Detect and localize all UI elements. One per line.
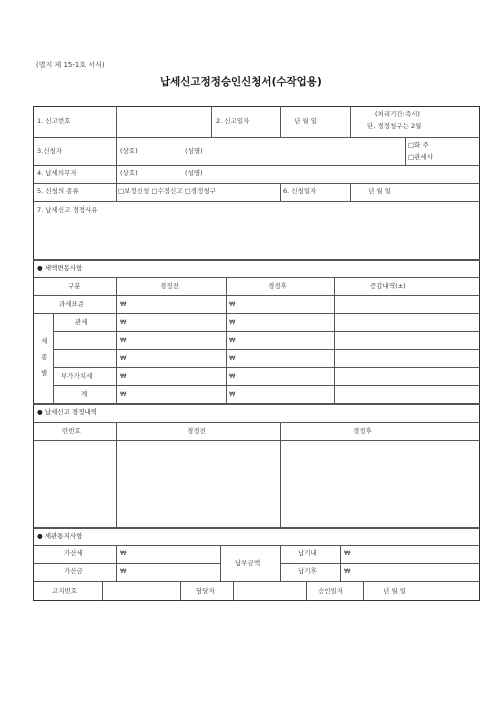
col-type: 구분 [68,282,81,290]
correction-section-title: ● 납세신고 경정내역 [37,408,98,416]
officer-label: 담당자 [196,587,215,595]
applicant-trade-name: (상호) [120,147,138,155]
approval-date-value: 년 월 일 [383,587,406,595]
won-sign: ₩ [120,354,127,362]
tax-type-char: 세 [41,337,48,345]
form-title: 납세신고정정승인신청서(수작업용) [160,76,322,88]
tax-type-char: 별 [41,369,48,377]
tax-change-section-title: ● 세액변동사항 [37,264,83,272]
tax-type-char: 종 [41,353,48,361]
won-sign: ₩ [120,390,127,398]
row-penalty: 가산금 [64,567,83,575]
col-diff: 증감내역(±) [370,282,406,290]
taxpayer-label: 4. 납세의무자 [37,169,77,177]
won-sign: ₩ [120,300,127,308]
col-before: 경정전 [187,427,206,435]
approval-date-label: 승인일자 [318,587,344,595]
application-type-label: 5. 신청의 종류 [37,187,79,195]
col-item-number: 란번호 [62,427,81,435]
row-surtax: 가산세 [64,549,83,557]
won-sign: ₩ [120,336,127,344]
notice-number-label: 고지번호 [52,587,78,595]
won-sign: ₩ [229,390,236,398]
taxpayer-rep-name: (성명) [185,169,203,177]
form-number: (별지 제 15-1호 서식) [36,61,105,69]
col-after: 경정후 [268,282,287,290]
won-sign: ₩ [229,318,236,326]
notice-section-title: ● 세관통지사항 [37,532,83,540]
won-sign: ₩ [229,372,236,380]
report-date-value: 년 월 일 [294,117,317,125]
payment-amount-label: 납부금액 [235,559,261,567]
won-sign: ₩ [120,567,127,575]
won-sign: ₩ [120,549,127,557]
won-sign: ₩ [120,318,127,326]
correction-reason-label: 7. 납세신고 경정사유 [37,206,98,214]
row-taxable-base: 과세표준 [59,300,85,308]
applicant-rep-name: (성명) [185,147,203,155]
won-sign: ₩ [344,567,351,575]
application-date-value: 년 월 일 [368,187,391,195]
applicant-label: 3.신청자 [37,147,63,155]
won-sign: ₩ [229,336,236,344]
checkbox-broker[interactable]: □관세사 [408,153,433,161]
due-within-label: 납기내 [298,549,317,557]
application-date-label: 6. 신청일자 [283,187,317,195]
processing-note: 단, 경정청구는 2월 [367,122,422,130]
row-customs-duty: 관세 [75,318,88,326]
report-date-label: 2. 신고일자 [216,117,250,125]
col-before: 경정전 [160,282,179,290]
row-vat: 부가가치세 [61,372,93,380]
due-after-label: 납기후 [298,567,317,575]
application-type-options[interactable]: □보정신청 □수정신고 □경정청구 [118,187,216,195]
won-sign: ₩ [120,372,127,380]
won-sign: ₩ [229,354,236,362]
col-after: 경정후 [353,427,372,435]
checkbox-owner[interactable]: □화 주 [408,141,429,149]
report-number-label: 1. 신고번호 [37,117,71,125]
won-sign: ₩ [229,300,236,308]
processing-period: (처리기간:즉시) [375,110,420,118]
taxpayer-trade-name: (상호) [120,169,138,177]
row-total: 계 [81,390,88,398]
won-sign: ₩ [344,549,351,557]
